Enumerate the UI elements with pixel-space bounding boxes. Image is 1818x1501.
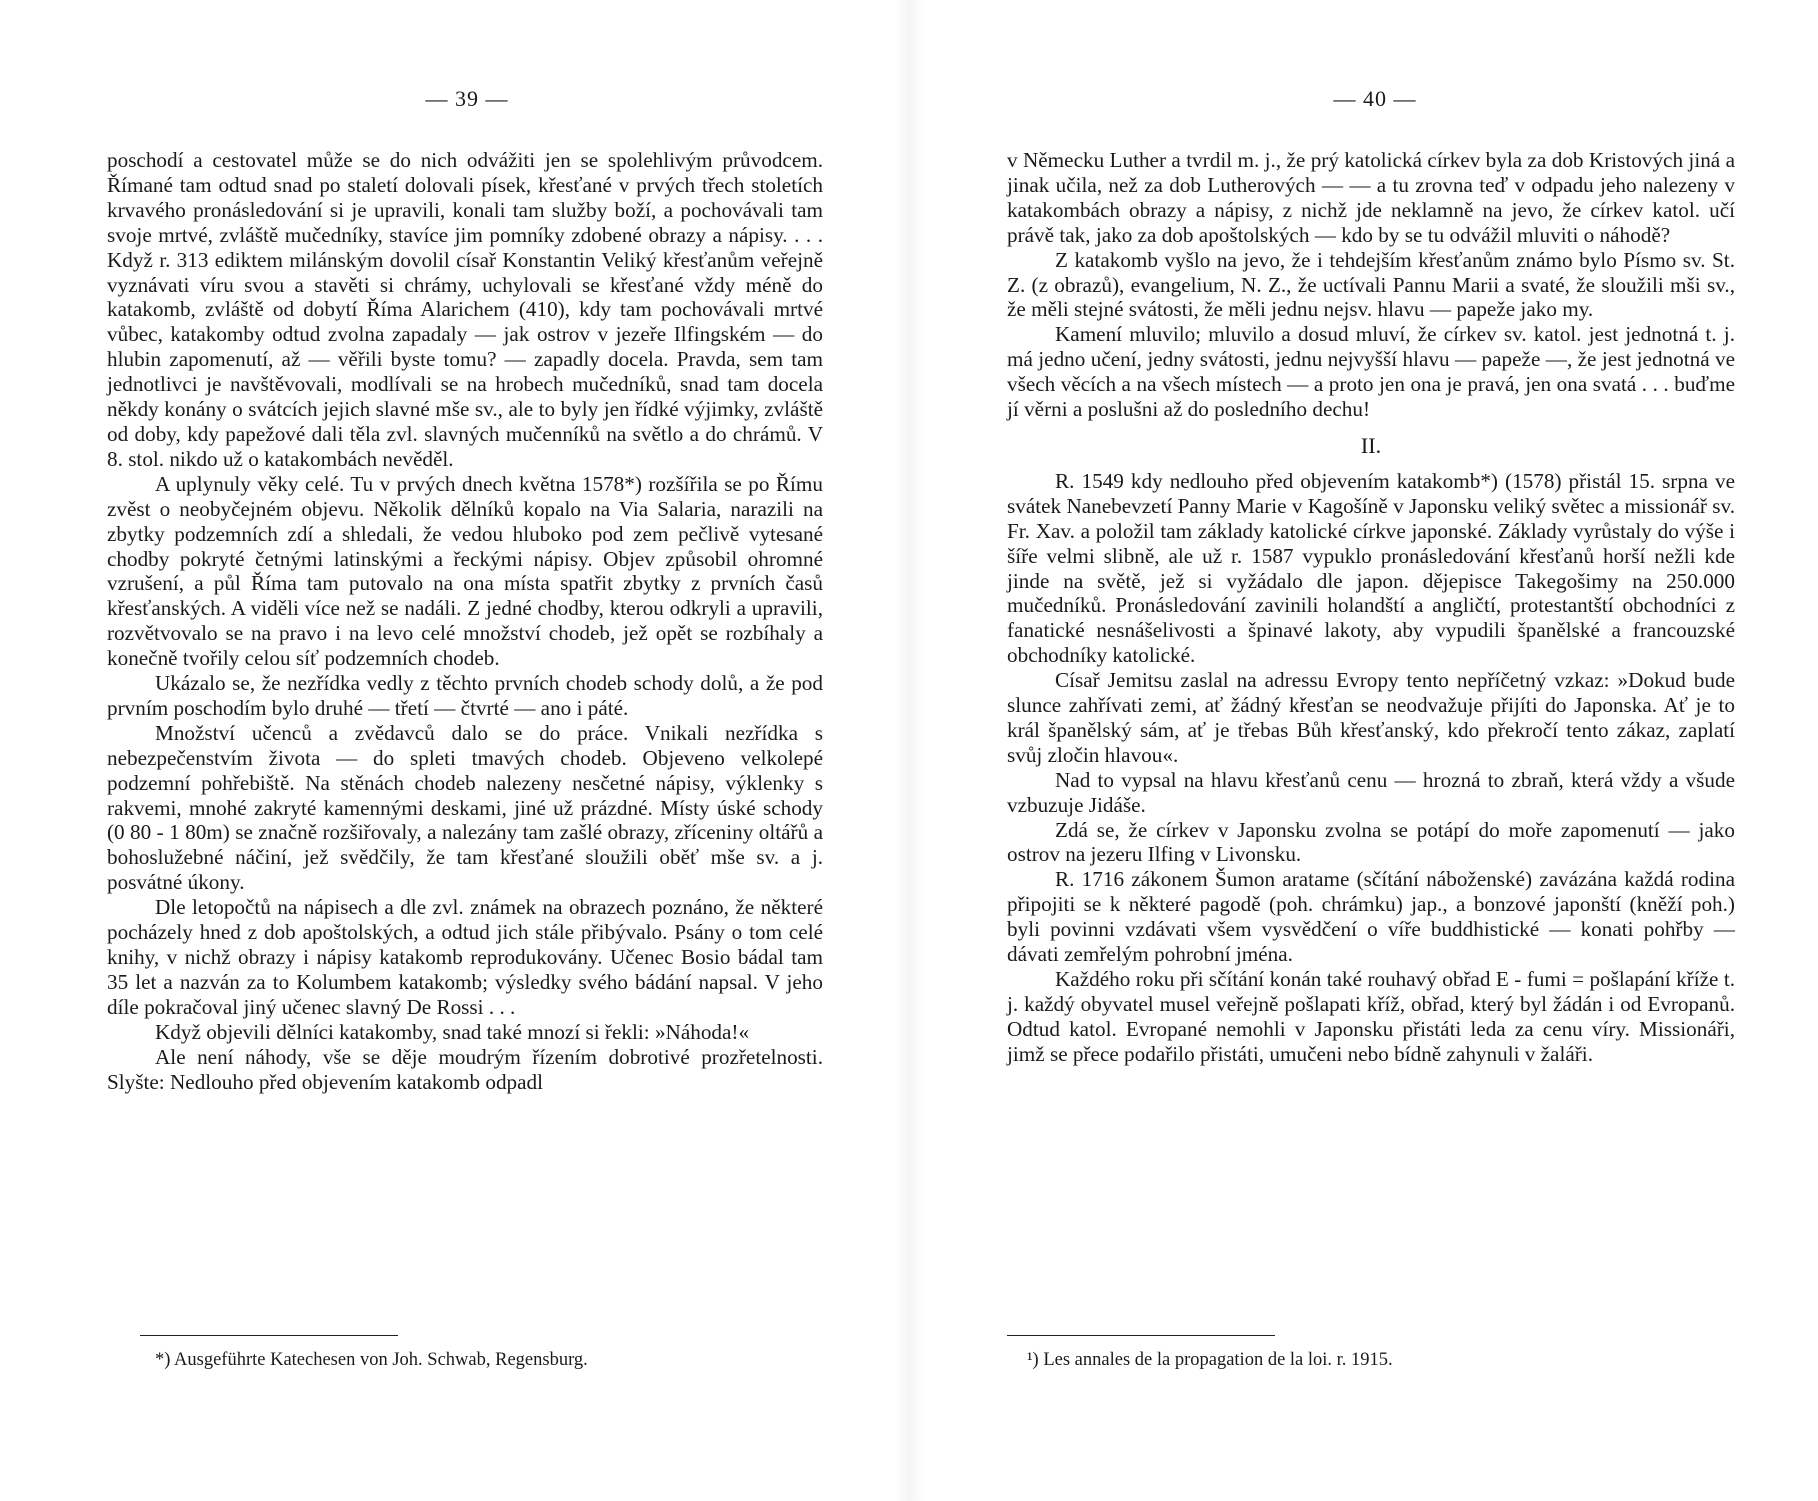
paragraph: R. 1549 kdy nedlouho před objevením katakomb*) (1578) přistál 15. srpna ve svátek Nanebevzetí Panny Marie v Kagošíně v Japonsku veliký světec a missionář sv. Fr. Xav. a položil tam základy katolické církve japonské. Základy vyrůstaly do výše i šíře velmi slibně, ale už r. 1587 vypuklo pronásledování křesťanů horší nežli kde jinde na světě, jež si vyžádalo dle japon. dějepisce Takegošimy na 250.000 mučedníků. Pronásledování zavinili holandští a angličtí, protestantští obchodníci z fanatické nesnášelivosti a špinavé lakoty, aby vypudili španělské a francouzské obchodníky katolické. [1007,468,1735,668]
page-body [1007,148,1735,1067]
section-heading: II. [1360,432,1382,458]
paragraph: R. 1716 zákonem Šumon aratame (sčítání náboženské) zavázána každá rodina připojiti se k některé pagodě (poh. chrámku) jap., a bonzové japonští (kněží poh.) byli povinni vzdávati všem vysvědčení o víře buddhistické — konati pohřby — dávati zemřelým pohrobní jména. [1007,867,1735,967]
page-number: — 39 — [425,86,509,111]
paragraph: Každého roku při sčítání konán také rouhavý obřad E - fumi = pošlapání kříže t. j. každý obyvatel musel veřejně pošlapati kříž, obřad, který byl žádán i od Evropanů. Odtud katol. Evropané nemohli v Japonsku přistáti leda za cenu víry. Missionáři, jimž se přece podařilo přistáti, umučeni nebo bídně zahynuli v žaláři. [1007,967,1735,1066]
paragraph: A uplynuly věky celé. Tu v prvých dnech května 1578*) rozšířila se po Římu zvěst o neobyčejném objevu. Několik dělníků kopalo na Via Salaria, narazili na zbytky podzemních zdí a shledali, že vedou hluboko pod zem pečlivě vytesané chodby pokryté četnými latinskými a řeckými nápisy. Objev způsobil ohromné vzrušení, a půl Říma tam putovalo na ona místa spatřit zbytky z prvních časů křesťanských. A viděli více než se nadáli. Z jedné chodby, kterou odkryli a upravili, rozvětvovalo se na pravo i na levo celé množství chodeb, jež opět se rozbíhaly a konečně tvořily celou síť podzemních chodeb. [107,471,823,671]
paragraph: Množství učenců a zvědavců dalo se do práce. Vnikali nezřídka s nebezpečenstvím života — do spleti tmavých chodeb. Objeveno velkolepé podzemní pohřebiště. Na stěnách chodeb nalezeny nesčetné nápisy, výklenky s rakvemi, mnohé zakryté kamennými deskami, jiné už prázdné. Místy úské schody (0 80 - 1 80m) se značně rozšiřovaly, a nalezány tam zašlé obrazy, zříceniny oltářů a bohoslužebné náčiní, jež svědčily, že tam křesťané sloužili oběť mše sv. a j. posvátné úkony. [107,720,823,895]
paragraph: Ale není náhody, vše se děje moudrým řízením dobrotivé prozřetelnosti. Slyšte: Nedlouho před objevením katakomb odpadl [107,1044,823,1094]
footnote-divider [140,1335,398,1336]
paragraph: Kamení mluvilo; mluvilo a dosud mluví, že církev sv. katol. jest jednotná t. j. má jedno učení, jedny svátosti, jednu nejvyšší hlavu — papeže —, že jest jednotná ve všech věcích a na všech místech — a proto jen ona je pravá, jen ona svatá . . . buďme jí věrni a poslušni až do posledního dechu! [1007,322,1735,422]
paragraph: Z katakomb vyšlo na jevo, že i tehdejším křesťanům známo bylo Písmo sv. St. Z. (z obrazů), evangelium, N. Z., že uctívali Pannu Marii a svaté, že sloužili mši sv., že měli stejné svátosti, že měli jednu nejsv. hlavu — papeže jako my. [1007,247,1735,322]
paragraph: Nad to vypsal na hlavu křesťanů cenu — hrozná to zbraň, která vždy a všude vzbuzuje Jidáše. [1007,767,1735,817]
page-body [107,148,823,1094]
paragraph: Císař Jemitsu zaslal na adressu Evropy tento nepříčetný vzkaz: »Dokud bude slunce zahřívati zemi, ať žádný křesťan se neodvažuje přijíti do Japonska. Ať je to král španělský sám, ať je třebas Bůh křesťanský, kdo překročí tento zákaz, zaplatí svůj zločin hlavou«. [1007,668,1735,767]
footnote: *) Ausgeführte Katechesen von Joh. Schwab, Regensburg. [155,1350,588,1370]
footnote-divider [1007,1335,1275,1336]
paragraph: Zdá se, že církev v Japonsku zvolna se potápí do moře zapomenutí — jako ostrov na jezeru Ilfing v Livonsku. [1007,817,1735,867]
page-number: — 40 — [1333,86,1417,111]
footnote: ¹) Les annales de la propagation de la loi. r. 1915. [1027,1350,1393,1370]
paragraph: Když objevili dělníci katakomby, snad také mnozí si řekli: »Náhoda!« [155,1019,750,1044]
right-page [909,0,1818,1501]
paragraph: v Německu Luther a tvrdil m. j., že prý katolická církev byla za dob Kristových jiná a jinak učila, než za dob Lutherových — — a tu zrovna teď v odpadu jeho nalezeny v katakombách obrazy a nápisy, z nichž jde neklamně na jevo, že církev katol. učí právě tak, jako za dob apoštolských — kdo by se tu odvážil mluviti o náhodě? [1007,148,1735,247]
paragraph: poschodí a cestovatel může se do nich odvážiti jen se spolehlivým průvodcem. Římané tam odtud snad po staletí dolovali písek, křesťané v prvých třech stoletích krvavého pronásledování si je upravili, konali tam služby boží, a pochovávali tam svoje mrtvé, zvláště mučedníky, stavíce jim pomníky zdobené obrazy a nápisy. . . . Když r. 313 ediktem milánským dovolil císař Konstantin Veliký křesťanům veřejně vyznávati víru svou a stavěti si chrámy, uchylovali se křesťané vždy méně do katakomb, zvláště od dobytí Říma Alarichem (410), kdy tam pochovávali mrtvé vůbec, katakomby odtud zvolna zapadaly — jak ostrov v jezeře Ilfingském — do hlubin zapomenutí, až — věřili byste tomu? — zapadly docela. Pravda, sem tam jednotlivci je navštěvovali, modlívali se na hrobech mučedníků, snad tam docela někdy konány o svátcích jejich slavné mše sv., ale to byly jen řídké výjimky, zvláště od doby, kdy papežové dali těla zvl. slavných mučenníků na světlo a do chrámů. V 8. stol. nikdo už o katakombách nevěděl. [107,148,823,471]
paragraph: Dle letopočtů na nápisech a dle zvl. známek na obrazech poznáno, že některé pocházely hned z dob apoštolských, a odtud jich stále přibývalo. Psány o tom celé knihy, v nichž obrazy i nápisy katakomb reprodukovány. Učenec Bosio bádal tam 35 let a nazván za to Kolumbem katakomb; výsledky svého bádání napsal. V jeho díle pokračoval jiný učenec slavný De Rossi . . . [107,895,823,1019]
paragraph: Ukázalo se, že nezřídka vedly z těchto prvních chodeb schody dolů, a že pod prvním poschodím bylo druhé — třetí — čtvrté — ano i páté. [107,671,823,720]
